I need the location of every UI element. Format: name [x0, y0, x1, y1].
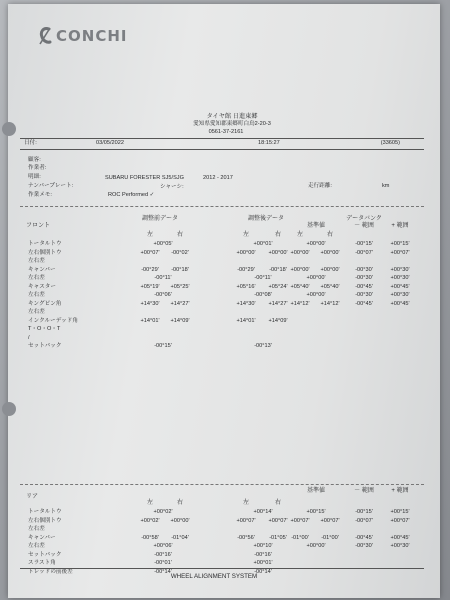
front-ref-l-value: +00°00' — [290, 249, 310, 256]
divider — [20, 149, 424, 150]
front-row-label: トータルトウ — [28, 241, 62, 247]
front-before-l-value: +14°30' — [140, 300, 160, 307]
record-number: (33605) — [380, 140, 400, 146]
front-plus-value: +00°30' — [390, 292, 410, 298]
front-minus-value: -00°30' — [355, 292, 373, 298]
rear-minus-value: -00°15' — [355, 509, 373, 515]
rear-row-label: 左右個別トウ — [28, 517, 62, 524]
rear-row-label: 左右差 — [28, 543, 45, 549]
c-logo-icon — [38, 26, 52, 46]
front-before-left-header: 左 — [146, 232, 154, 238]
front-after-sum-value: +00°01' — [253, 241, 273, 247]
model-year: 2012 - 2017 — [203, 175, 233, 181]
front-ref-value: +00°00' — [306, 241, 326, 247]
mileage-unit: km — [382, 183, 390, 189]
rear-after-l-value: +00°07' — [236, 517, 256, 524]
front-before-sum-value: -00°11' — [154, 275, 172, 281]
rear-before-l-value: +00°02' — [140, 517, 160, 524]
front-after-title: 調整後データ — [247, 216, 285, 222]
rear-after-r-value: +00°07' — [268, 517, 288, 524]
rear-after-r-value: -01°05' — [269, 534, 287, 541]
front-minus-value: -00°30' — [355, 266, 373, 273]
model-label: 明細: — [28, 174, 41, 180]
front-row-label: 左右個別トウ — [28, 249, 62, 256]
front-before-l-value: -00°29' — [141, 266, 159, 273]
front-ref-l-value: +00°00' — [290, 266, 310, 273]
rear-ref-l-value: -01°00' — [291, 534, 309, 541]
alignment-report-sheet — [8, 4, 440, 598]
rear-minus-value: -00°30' — [355, 543, 373, 549]
rear-before-sum-value: +00°02' — [153, 509, 173, 515]
rear-before-sum-value: -00°14' — [154, 568, 172, 575]
front-plus-value: +00°15' — [390, 241, 410, 247]
rear-plus-value: +00°30' — [390, 543, 410, 549]
front-minus-header: － 範囲 — [354, 223, 374, 229]
rear-row-label: 左右差 — [28, 526, 45, 532]
shop-address: 愛知県愛知郡東郷町白鳥2-20-3 — [193, 121, 271, 127]
front-before-sum-value: -00°15' — [154, 343, 172, 349]
rear-after-l-value: -00°56' — [237, 534, 255, 541]
punch-hole — [2, 402, 16, 416]
front-row-label: キャンバー — [28, 266, 56, 273]
front-before-sum-value: -00°06' — [154, 292, 172, 298]
front-after-r-value: +14°27' — [268, 300, 288, 307]
date-value: 03/05/2022 — [96, 140, 124, 146]
front-after-r-value: +00°00' — [268, 249, 288, 256]
front-after-l-value: +05°16' — [236, 283, 256, 290]
rear-ref-r-value: +00°07' — [320, 517, 340, 524]
front-after-right-header: 右 — [274, 232, 282, 238]
front-ref-r-value: +05°40' — [320, 283, 340, 290]
front-plus-value: +00°07' — [390, 249, 410, 256]
divider — [20, 206, 424, 207]
front-ref-header: 基準値 — [306, 223, 326, 229]
front-ref-r-value: +00°00' — [320, 266, 340, 273]
rear-minus-value: -00°07' — [355, 517, 373, 524]
front-ref-left-header: 左 — [296, 232, 304, 238]
worker-label: 作業者: — [28, 165, 47, 171]
front-databank-title: データバンク — [346, 216, 382, 222]
rear-section-title: リア — [26, 494, 39, 500]
rear-plus-value: +00°15' — [390, 509, 410, 515]
divider — [20, 138, 424, 139]
rear-plus-header: + 範囲 — [391, 488, 409, 494]
rear-row-label: トータルトウ — [28, 509, 62, 515]
front-ref-value: +00°00' — [306, 275, 326, 281]
brand-logo — [38, 26, 127, 46]
rear-ref-l-value: +00°07' — [290, 517, 310, 524]
rear-ref-r-value: -01°00' — [321, 534, 339, 541]
rear-ref-value: +00°00' — [306, 543, 326, 549]
rear-row-label: キャンバー — [28, 534, 56, 541]
front-after-sum-value: -00°13' — [254, 343, 272, 349]
front-before-r-value: -00°18' — [171, 266, 189, 273]
rear-before-right-header: 右 — [176, 500, 184, 506]
front-ref-l-value: +05°40' — [290, 283, 310, 290]
shop-name: タイヤ館 日進東郷 — [206, 113, 258, 120]
punch-hole — [2, 122, 16, 136]
rear-row-label: トレッドの前後差 — [28, 568, 73, 575]
front-after-r-value: +14°09' — [268, 317, 288, 324]
front-ref-r-value: +14°12' — [320, 300, 340, 307]
rear-ref-header: 基準値 — [306, 488, 326, 494]
rear-row-label: セットバック — [28, 551, 62, 558]
model-value: SUBARU FORESTER SJ5/SJG — [105, 175, 184, 181]
rear-before-r-value: +00°00' — [170, 517, 190, 524]
front-row-label: 左右差 — [28, 275, 45, 281]
rear-after-sum-value: +00°01' — [253, 560, 273, 566]
front-minus-value: -00°07' — [355, 249, 373, 256]
rear-before-left-header: 左 — [146, 500, 154, 506]
rear-plus-value: +00°07' — [390, 517, 410, 524]
rear-minus-header: － 範囲 — [354, 488, 374, 494]
front-section-title: フロント — [26, 223, 51, 229]
front-row-label: / — [28, 334, 30, 341]
front-row-label: インクルーデッド角 — [28, 317, 78, 324]
front-minus-value: -00°45' — [355, 283, 373, 290]
front-row-label: 左右差 — [28, 292, 45, 298]
front-before-l-value: +00°07' — [140, 249, 160, 256]
front-plus-header: + 範囲 — [391, 223, 409, 229]
front-row-label: 左右差 — [28, 258, 45, 264]
front-plus-value: +00°30' — [390, 275, 410, 281]
memo-value: ROC Performed ✓ — [108, 192, 155, 198]
rear-after-sum-value: +00°14' — [253, 509, 273, 515]
front-after-r-value: -00°18' — [269, 266, 287, 273]
rear-after-left-header: 左 — [242, 500, 250, 506]
front-plus-value: +00°45' — [390, 283, 410, 290]
front-plus-value: +00°30' — [390, 266, 410, 273]
front-before-r-value: +14°09' — [170, 317, 190, 324]
front-plus-value: +00°45' — [390, 300, 410, 307]
front-before-l-value: +05°19' — [140, 283, 160, 290]
front-after-r-value: +05°24' — [268, 283, 288, 290]
shop-phone: 0561-37-2161 — [208, 129, 244, 135]
date-label: 日付: — [24, 140, 37, 146]
front-minus-value: -00°30' — [355, 275, 373, 281]
divider — [20, 484, 424, 485]
rear-ref-value: +00°15' — [306, 509, 326, 515]
front-after-left-header: 左 — [242, 232, 250, 238]
front-after-sum-value: -00°08' — [254, 292, 272, 298]
front-after-l-value: -00°29' — [237, 266, 255, 273]
customer-label: 顧客: — [28, 157, 41, 163]
rear-before-sum-value: -00°16' — [154, 551, 172, 558]
mileage-label: 走行距離: — [308, 183, 332, 189]
footer-title: WHEEL ALIGNMENT SYSTEM — [170, 573, 258, 580]
front-before-right-header: 右 — [176, 232, 184, 238]
front-ref-r-value: +00°00' — [320, 249, 340, 256]
rear-plus-value: +00°45' — [390, 534, 410, 541]
front-ref-right-header: 右 — [326, 232, 334, 238]
rear-after-sum-value: -00°14' — [254, 568, 272, 575]
rear-minus-value: -00°45' — [355, 534, 373, 541]
front-before-r-value: +14°27' — [170, 300, 190, 307]
front-after-l-value: +00°00' — [236, 249, 256, 256]
divider — [20, 568, 424, 569]
front-before-title: 調整前データ — [141, 216, 179, 222]
front-before-r-value: +05°25' — [170, 283, 190, 290]
front-ref-value: +00°00' — [306, 292, 326, 298]
rear-after-right-header: 右 — [274, 500, 282, 506]
rear-row-label: スラスト角 — [28, 560, 56, 566]
front-before-l-value: +14°01' — [140, 317, 160, 324]
front-row-label: キングピン角 — [28, 300, 62, 307]
front-minus-value: -00°15' — [355, 241, 373, 247]
front-before-sum-value: +00°05' — [153, 241, 173, 247]
front-before-r-value: -00°02' — [171, 249, 189, 256]
front-row-label: キャスター — [28, 283, 56, 290]
front-after-l-value: +14°30' — [236, 300, 256, 307]
front-after-sum-value: -00°11' — [254, 275, 272, 281]
front-minus-value: -00°45' — [355, 300, 373, 307]
front-row-label: T・O・O・T — [28, 326, 61, 332]
rear-before-sum-value: -00°01' — [154, 560, 172, 566]
plate-label: ナンバープレート: — [28, 183, 74, 189]
rear-after-sum-value: -00°16' — [254, 551, 272, 558]
rear-before-sum-value: +00°06' — [153, 543, 173, 549]
rear-after-sum-value: +00°10' — [253, 543, 273, 549]
rear-before-l-value: -00°58' — [141, 534, 159, 541]
front-ref-l-value: +14°12' — [290, 300, 310, 307]
time-value: 18:15:27 — [258, 140, 280, 146]
front-after-l-value: +14°01' — [236, 317, 256, 324]
chassis-label: シャーシ: — [160, 184, 184, 190]
front-row-label: セットバック — [28, 343, 62, 349]
rear-before-r-value: -01°04' — [171, 534, 189, 541]
front-row-label: 左右差 — [28, 309, 45, 315]
brand-name: CONCHI — [56, 27, 128, 45]
memo-label: 作業メモ: — [28, 192, 52, 198]
